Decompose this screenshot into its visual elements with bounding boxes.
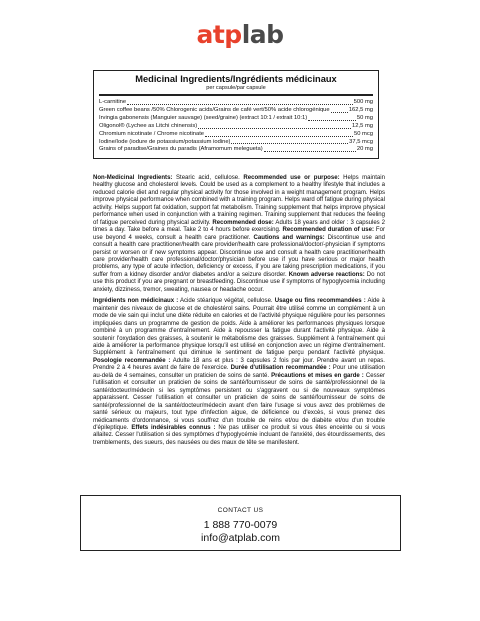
ingredient-name: Grains of paradise/Graines du paradis (Aframomum melegueta): [99, 146, 263, 153]
contact-heading: CONTACT US: [217, 507, 264, 514]
dot-leader: [198, 123, 351, 129]
ingredient-name: Oligonol® (Lychee as Litchi chinensis): [99, 122, 198, 129]
dot-leader: [231, 139, 348, 145]
duration-label: Recommended duration of use:: [282, 227, 374, 234]
dot-leader: [308, 115, 356, 121]
ingredient-row: [99, 146, 373, 154]
dot-leader: [331, 107, 348, 113]
ingredients-panel: [93, 70, 379, 159]
ingredient-name: Chromium nicotinate / Chrome nicotinate: [99, 130, 205, 137]
french-paragraph: [93, 298, 385, 447]
ingredient-row: [99, 107, 373, 115]
nmi-label: Non-Medicinal Ingredients:: [93, 175, 173, 181]
ingredient-name: Green coffee beans /50% Chlorogenic acids/Grains de café vert/50% acide chlorogénique: [99, 106, 330, 113]
adverse-text-fr: Ne pas utiliser ce produit si vous êtes enceinte ou si vous allaitez. Cesser l'utilisation si des symptômes d'hypoglycémie incluant de l'anxiété, des étourdissements, des tremblements, des sueurs, des nausées ou des maux de tête se manifestent.: [93, 424, 385, 446]
dose-label-fr: Posologie recommandée :: [93, 357, 171, 364]
dose-label: Recommended dose:: [212, 219, 274, 226]
ingredient-amount: 12,5 mg: [352, 122, 373, 129]
ingredients-title: Medicinal Ingredients/Ingrédients médicinaux: [135, 74, 337, 84]
use-label: Recommended use or purpose:: [243, 175, 340, 181]
dose-text: Adults 18 years and older : 3 capsules 2 times a day. Take before a meal. Take 2 to 4 hours before exercising.: [93, 219, 386, 234]
duration-text-fr: Pour une utilisation au-delà de 4 semaines, consulter un praticien de soins de santé.: [93, 365, 385, 379]
brand-logo: [0, 22, 480, 47]
cautions-text-fr: Cesser l'utilisation et consulter un praticien de soins de santé/fournisseur de soins de santé/professionnel de la santé/docteur/médecin si les symptômes persistent ou s'aggravent ou si de nouveaux symptômes apparaissent. Cesser l'utilisation et consulter un praticien de soins de santé/fournisseur de soins de santé/professionnel de la santé/docteur/médecin avant d'en faire l'usage si vous avez des problèmes de santé sérieux ou majeurs, tout type d'infection aigue, de déficience ou d'excès, si vous prenez des médicaments d'ordonnance, si vous souffrez d'un trouble de reins et/ou de diabète et/ou d'un trouble d'épileptique.: [93, 372, 385, 431]
ingredient-amount: 162,5 mg: [348, 106, 373, 113]
dot-leader: [205, 131, 353, 137]
ingredient-amount: 50 mcg: [353, 130, 373, 137]
dose-text-fr: Adulte 18 ans et plus : 3 capsules 2 fois par jour. Prendre avant un repas. Prendre 2 à 4 heures avant de faire de l'exercice.: [93, 357, 385, 372]
ingredients-list: [99, 99, 373, 154]
contact-phone: 1 888 770-0079: [203, 519, 278, 531]
duration-text: For use beyond 4 weeks, consult a health care practitioner.: [93, 227, 385, 241]
ingredient-amount: 37,5 mcg: [349, 138, 373, 145]
use-text: Helps maintain healthy glucose and cholesterol levels. Could be used as a complement to a healthy lifestyle that includes a reduced calorie diet and regular physical activity for those involved in a weight management program. Helps improve physical performance when combined with a training program. Helps ward off fatigue during physical activity. Helps support fat oxidation, support fat metabolism. Training supplement that helps improve physical performance when used in conjunction with a training regimen. Training supplement that reduces the feeling of fatigue perceived during physical activity.: [93, 175, 385, 226]
duration-label-fr: Durée d'utilisation recommandée :: [230, 365, 331, 372]
nmi-label-fr: Ingrédients non médicinaux :: [93, 298, 179, 305]
ingredient-name: Iodine/Iode (iodure de potassium/potassium iodine): [99, 138, 231, 145]
use-label-fr: Usage ou fins recommandées :: [274, 298, 366, 305]
brand-logo-lab: lab: [241, 20, 284, 49]
adverse-text: Do not use this product if you are pregnant or breastfeeding. Discontinue use if symptoms of hypoglycemia including anxiety, dizziness, tremor, sweating, nausea or headache occur.: [93, 271, 385, 293]
ingredient-amount: 20 mg: [356, 146, 373, 153]
english-paragraph: [93, 175, 385, 294]
contact-box: [80, 495, 401, 551]
dot-leader: [264, 146, 356, 152]
cautions-label-fr: Précautions et mises en garde :: [271, 372, 364, 379]
use-text-fr: Aide à maintenir des niveaux de glucose et de cholestérol sains. Pourrait être utilisé comme un complément à un mode de vie sain qui inclut une diète réduite en calories et de l'activité physique régulière pour les personnes impliquées dans un programme de gestion de poids. Aide à améliorer les performances physiques lorsque combiné à un programme d'entraînement. Aide à repousser la fatigue durant l'activité physique. Aide à soutenir l'oxydation des graisses, à soutenir le métabolisme des graisses. Supplément à l'entraînement qui aide à améliorer la performance physique lorsqu'il est utilisé en conjonction avec un régime d'entraînement. Supplément à l'entraînement qui diminue le sentiment de fatigue perçu pendant l'activité physique.: [93, 298, 386, 357]
ingredient-amount: 500 mg: [353, 99, 373, 105]
ingredient-row: [99, 99, 373, 107]
label-body-text: [93, 175, 385, 451]
ingredient-row: [99, 123, 373, 131]
contact-email: info@atplab.com: [201, 532, 280, 544]
nmi-text-fr: Acide stéarique végétal, cellulose.: [178, 298, 275, 305]
ingredient-amount: 50 mg: [356, 114, 373, 121]
ingredient-name: L-carnitine: [99, 99, 127, 105]
ingredient-name: Irvingia gabonensis (Manguier sauvage) (seed/graine) (extract 10:1 / extrait 10:1): [99, 114, 308, 121]
dot-leader: [127, 99, 353, 105]
cautions-text: Discontinue use and consult a health care practitioner/health care provider/health care professional/doctor/-physician if symptoms persist or worsen or if new symptoms appear. Discontinue use and consult a health care practitioner/health care provider/health care professional/doctor/physician before use if you have serious or major health problems, any type of acute infection, deficiency or excess, if you are taking prescription medications, if you suffer from a kidney disorder and/or diabetes and/or a seizure disorder.: [93, 234, 385, 278]
ingredient-row: [99, 115, 373, 123]
brand-logo-atp: atp: [196, 20, 242, 49]
ingredient-row: [99, 131, 373, 139]
cautions-label: Cautions and warnings:: [253, 234, 325, 241]
adverse-label-fr: Effets indésirables connus :: [131, 424, 216, 431]
ingredients-subtitle: per capsule/par capsule: [99, 85, 373, 96]
nmi-text: Stearic acid, cellulose.: [172, 175, 244, 181]
adverse-label: Known adverse reactions:: [288, 271, 365, 278]
ingredient-row: [99, 139, 373, 147]
